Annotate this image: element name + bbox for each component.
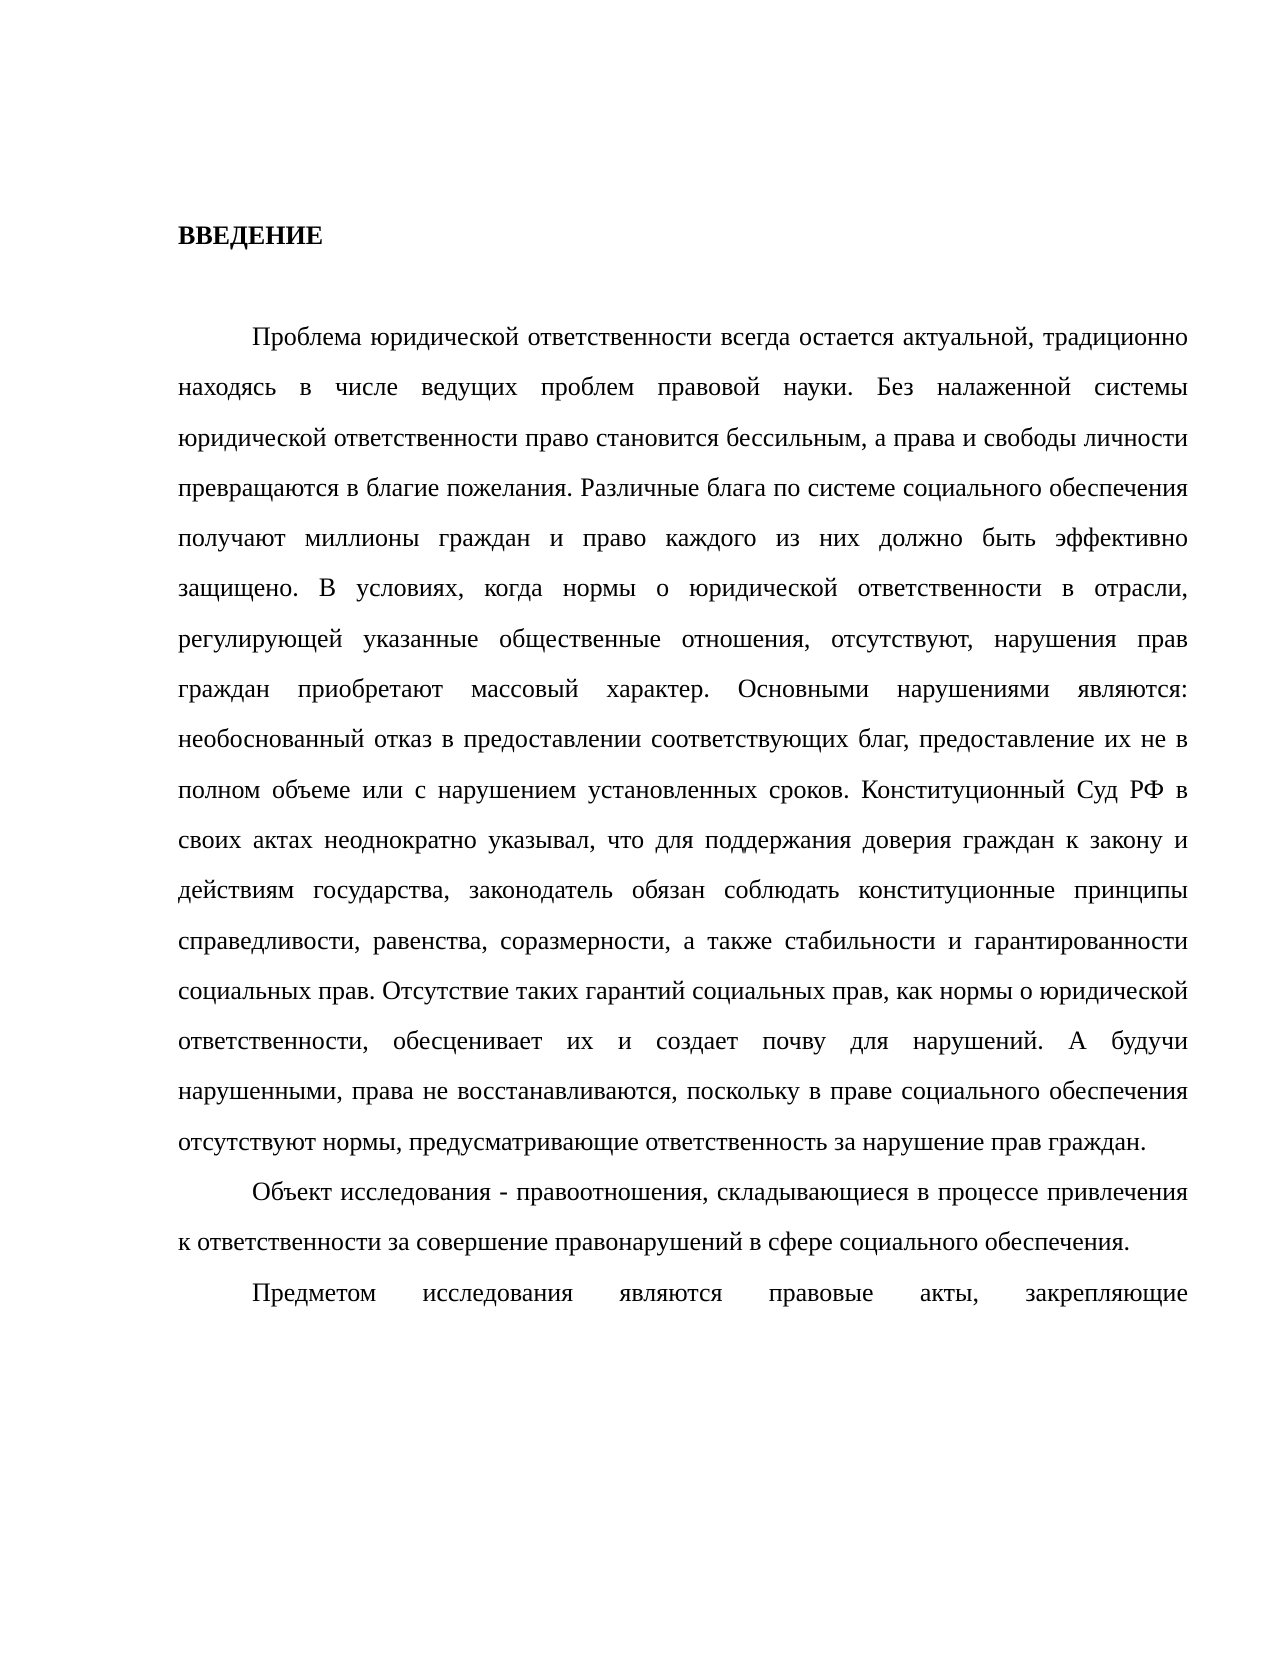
paragraph-object: Объект исследования - правоотношения, складывающиеся в процессе привлечения к ответственности за совершение правонарушений в сфере социального обеспечения. (178, 1177, 1188, 1257)
document-body (178, 214, 1188, 1318)
paragraph-subject: Предметом исследования являются правовые акты, закрепляющие (252, 1277, 1188, 1307)
paragraph-problem: Проблема юридической ответственности всегда остается актуальной, традиционно находясь в числе ведущих проблем правовой науки. Без налаженной системы юридической ответственности право становится бессильным, а права и свободы личности превращаются в благие пожелания. Различные блага по системе социального обеспечения получают миллионы граждан и право каждого из них должно быть эффективно защищено. В условиях, когда нормы о юридической ответственности в отрасли, регулирующей указанные общественные отношения, отсутствуют, нарушения прав граждан приобретают массовый характер. Основными нарушениями являются: необоснованный отказ в предоставлении соответствующих благ, предоставление их не в полном объеме или с нарушением установленных сроков. Конституционный Суд РФ в своих актах неоднократно указывал, что для поддержания доверия граждан к закону и действиям государства, законодатель обязан соблюдать конституционные принципы справедливости, равенства, соразмерности, а также стабильности и гарантированности социальных прав. Отсутствие таких гарантий социальных прав, как нормы о юридической ответственности, обесценивает их и создает почву для нарушений. А будучи нарушенными, права не восстанавливаются, поскольку в праве социального обеспечения отсутствуют нормы, предусматривающие ответственность за нарушение прав граждан. (178, 322, 1188, 1156)
section-heading: ВВЕДЕНИЕ (178, 221, 324, 250)
